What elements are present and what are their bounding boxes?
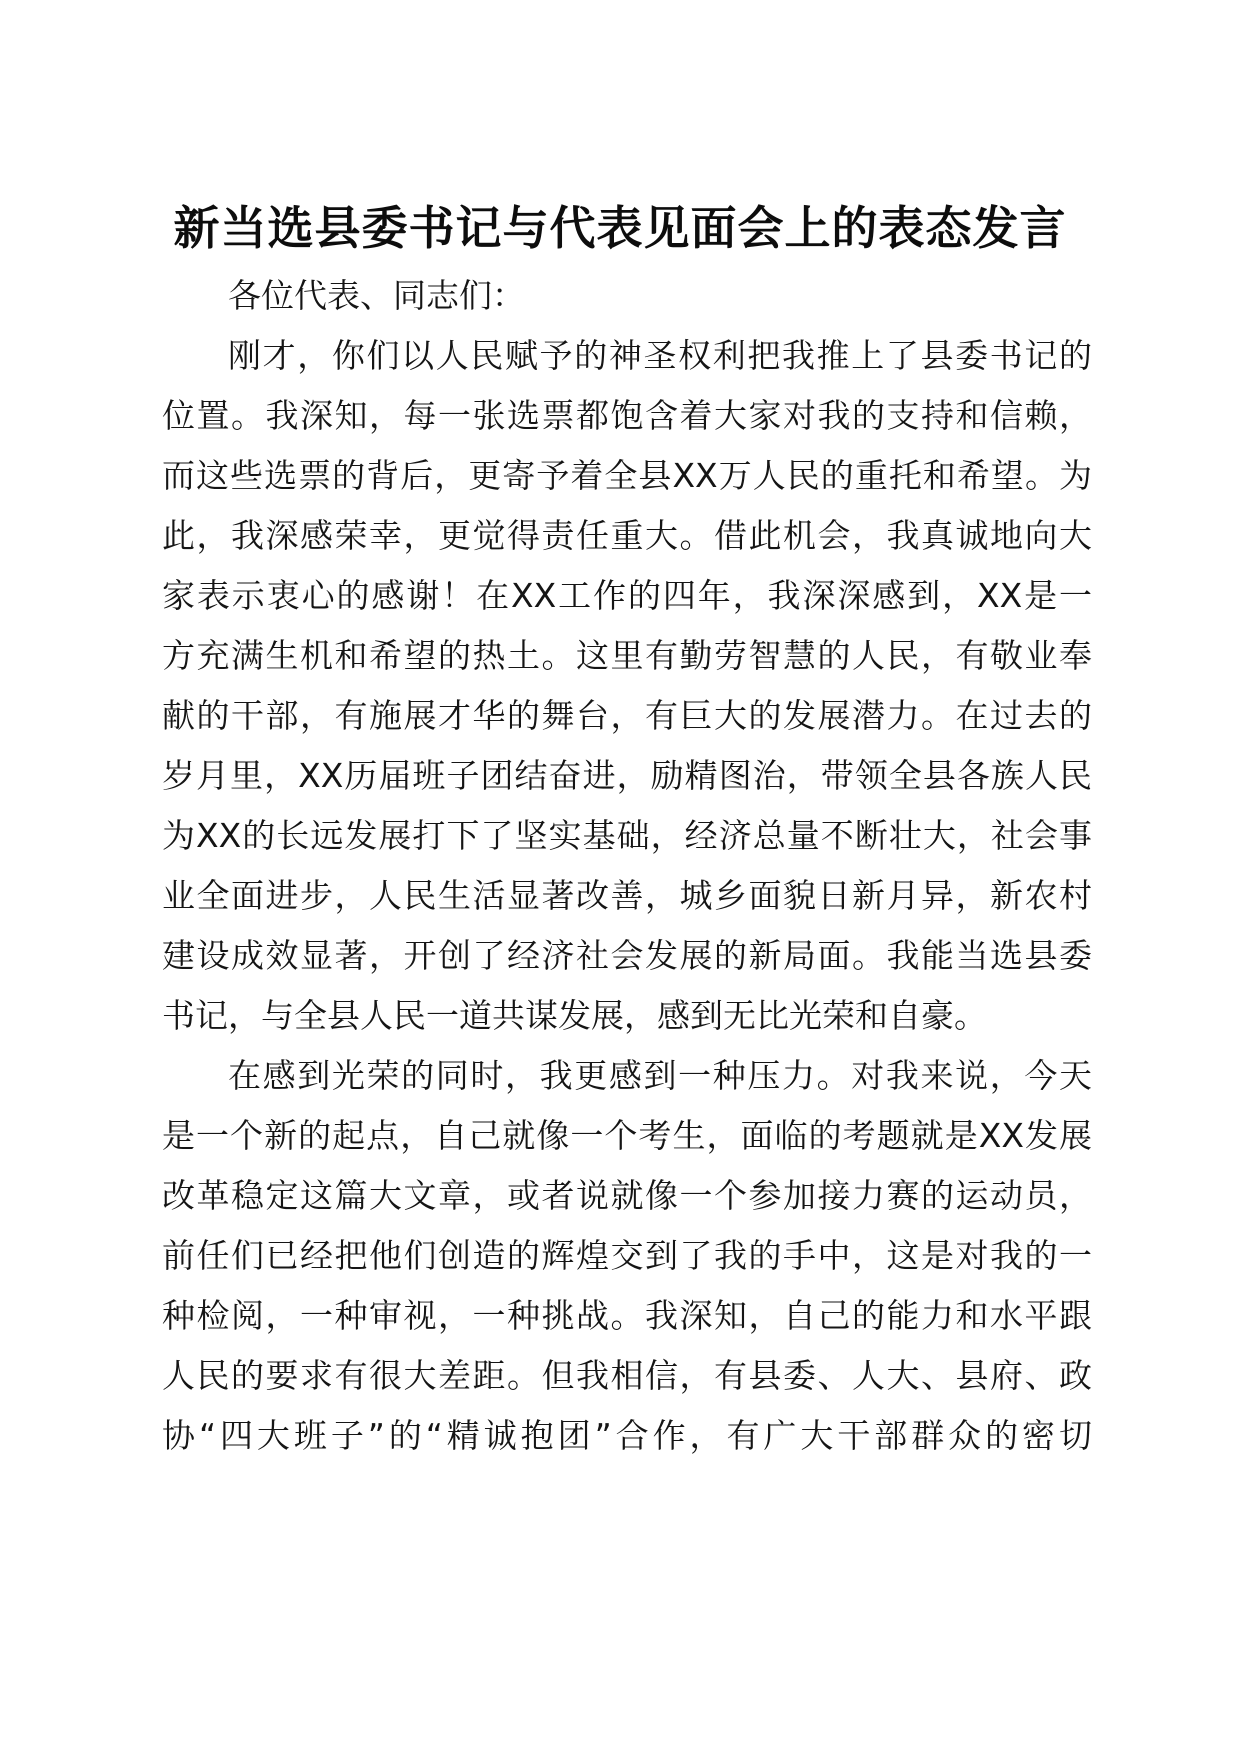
paragraph-line: 刚才，你们以人民赋予的神圣权利把我推上了县委书记的 xyxy=(228,336,1092,375)
paragraph-line: 岁月里，XX历届班子团结奋进，励精图治，带领全县各族人民 xyxy=(162,756,1092,795)
paragraph-line: 在感到光荣的同时，我更感到一种压力。对我来说，今天 xyxy=(228,1056,1092,1095)
paragraph-line: 人民的要求有很大差距。但我相信，有县委、人大、县府、政 xyxy=(162,1356,1092,1395)
salutation: 各位代表、同志们： xyxy=(228,276,525,315)
paragraph-line: 前任们已经把他们创造的辉煌交到了我的手中，这是对我的一 xyxy=(162,1236,1092,1275)
paragraph-line: 改革稳定这篇大文章，或者说就像一个参加接力赛的运动员， xyxy=(162,1176,1092,1215)
paragraph-line: 是一个新的起点，自己就像一个考生，面临的考题就是XX发展 xyxy=(162,1116,1092,1155)
paragraph-line: 而这些选票的背后，更寄予着全县XX万人民的重托和希望。为 xyxy=(162,456,1092,495)
paragraph-line: 建设成效显著，开创了经济社会发展的新局面。我能当选县委 xyxy=(162,936,1092,975)
paragraph-line: 家表示衷心的感谢！在XX工作的四年，我深深感到，XX是一 xyxy=(162,576,1092,615)
paragraph-line: 书记，与全县人民一道共谋发展，感到无比光荣和自豪。 xyxy=(162,996,987,1035)
paragraph-line: 业全面进步，人民生活显著改善，城乡面貌日新月异，新农村 xyxy=(162,876,1092,915)
paragraph-line: 此，我深感荣幸，更觉得责任重大。借此机会，我真诚地向大 xyxy=(162,516,1092,555)
paragraph-line: 种检阅，一种审视，一种挑战。我深知，自己的能力和水平跟 xyxy=(162,1296,1092,1335)
paragraph-line: 献的干部，有施展才华的舞台，有巨大的发展潜力。在过去的 xyxy=(162,696,1092,735)
paragraph-line: 为XX的长远发展打下了坚实基础，经济总量不断壮大，社会事 xyxy=(162,816,1092,855)
document-title: 新当选县委书记与代表见面会上的表态发言 xyxy=(173,201,1067,255)
paragraph-line: 位置。我深知，每一张选票都饱含着大家对我的支持和信赖， xyxy=(162,396,1092,435)
paragraph-line: 协“四大班子”的“精诚抱团”合作，有广大干部群众的密切 xyxy=(162,1416,1092,1455)
paragraph-line: 方充满生机和希望的热土。这里有勤劳智慧的人民，有敬业奉 xyxy=(162,636,1092,675)
